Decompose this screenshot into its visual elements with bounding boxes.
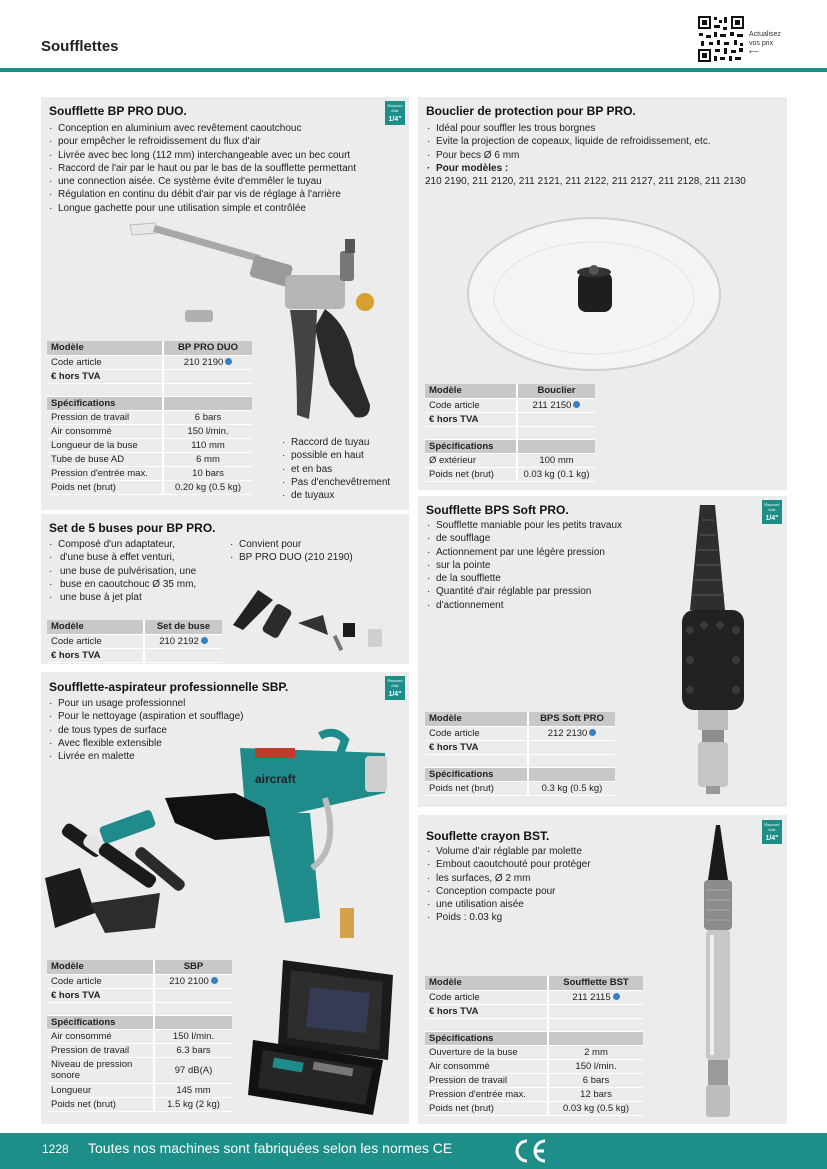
- feature-list: · Soufflette maniable pour les petits travaux · de soufflage · Actionnement par une légère pression · sur la pointe · de la soufflette · Quantité d'air réglable par pression · d'actionnement: [425, 519, 670, 612]
- shield-image: [466, 212, 726, 377]
- page-number: 1228: [42, 1142, 69, 1156]
- air-connector-badge: Raccord d'air 1/4": [762, 820, 782, 844]
- product-title: Bouclier de protection pour BP PRO.: [426, 104, 636, 118]
- carry-case-image: [243, 950, 403, 1120]
- product-title: Soufflette BP PRO DUO.: [49, 104, 187, 118]
- air-connector-badge: Raccord d'air 1/4": [385, 676, 405, 700]
- side-notes: · Raccord de tuyau · possible en haut · et en bas · Pas d'enchevêtrement · de tuyaux: [280, 436, 408, 502]
- product-title: Soufflette BPS Soft PRO.: [426, 503, 569, 517]
- spec-table: Modèle Bouclier Code article 211 2150 € hors TVA Spécifications Ø extérieur 100 mm Poids net (brut) 0.03 kg (0.1 kg): [425, 384, 595, 482]
- feature-list: · Pour un usage professionnel · Pour le nettoyage (aspiration et soufflage) · de tous types de surface · Avec flexible extensible · Livrée en malette: [47, 697, 287, 763]
- spec-table: Modèle SBP Code article 210 2100 € hors TVA Spécifications Air consommé 150 l/min. Pression de travail 6.3 bars Niveau de pression sonore 97 dB(A) Longueur 145 mm Poids net (brut) 1.5 kg (2 kg): [47, 960, 232, 1112]
- feature-list: · Volume d'air réglable par molette · Embout caoutchouté pour protéger · les surfaces, Ø 2 mm · Conception compacte pour · une utilisation aisée · Poids : 0.03 kg: [425, 845, 670, 925]
- header-bar: [0, 68, 827, 72]
- nozzles-image: [228, 585, 393, 655]
- air-connector-badge: Raccord d'air 1/4": [762, 500, 782, 524]
- footer-text: Toutes nos machines sont fabriquées selon les normes CE: [88, 1140, 453, 1156]
- bst-pen-image: [688, 820, 748, 1122]
- product-title: Souflette crayon BST.: [426, 829, 550, 843]
- sbp-gun-image: [40, 728, 410, 948]
- air-connector-badge: Raccord d'air 1/4": [385, 101, 405, 125]
- compat-note: · Convient pour · BP PRO DUO (210 2190): [228, 538, 408, 565]
- svg-text:aircraft: aircraft: [255, 772, 296, 786]
- product-title: Set de 5 buses pour BP PRO.: [49, 521, 216, 535]
- spec-table: Modèle BPS Soft PRO Code article 212 2130 € hors TVA Spécifications Poids net (brut) 0.3 kg (0.5 kg): [425, 712, 615, 796]
- ce-mark-icon: [512, 1138, 548, 1164]
- bps-soft-image: [670, 500, 755, 800]
- feature-list: · Conception en aluminium avec revêtement caoutchouc · pour empêcher le refroidissement du flux d'air · Livrée avec bec long (112 mm) interchangeable avec un bec court · Raccord de l'air par le haut ou par le bas de la soufflette permettant · une connection aisée. Ce système évite d'emmêler le tuyau · Régulation en continu du débit d'air par vis de réglage à l'arrière · Longue gachette pour une utilisation simple et contrôlée: [47, 122, 407, 215]
- spec-table: Modèle BP PRO DUO Code article 210 2190 € hors TVA Spécifications Pression de travail 6 bars Air consommé 150 l/min. Longueur de la buse 110 mm Tube de buse AD 6 mm Pression d'entrée max. 10 bars Poids net (brut) 0.20 kg (0.5 kg): [47, 341, 252, 495]
- spec-table: Modèle Soufflette BST Code article 211 2115 € hors TVA Spécifications Ouverture de la buse 2 mm Air consommé 150 l/min. Pression de travail 6 bars Pression d'entrée max. 12 bars Poids net (brut) 0.03 kg (0.5 kg): [425, 976, 643, 1116]
- feature-list: · Idéal pour souffler les trous borgnes · Evite la projection de copeaux, liquide de refroidissement, etc. · Pour becs Ø 6 mm · Pour modèles : · 210 2190, 211 2120, 211 2121, 211 2122, 211 2127, 211 2128, 211 2130: [425, 122, 785, 188]
- spec-table: Modèle Set de buse Code article 210 2192 € hors TVA: [47, 620, 222, 663]
- product-title: Soufflette-aspirateur professionnelle SBP.: [49, 680, 289, 694]
- feature-list: · Composé d'un adaptateur, · d'une buse à effet venturi, · une buse de pulvérisation, une · buse en caoutchouc Ø 35 mm, · une buse à jet plat: [47, 538, 232, 604]
- page-title: Soufflettes: [41, 38, 119, 55]
- qr-caption: Actualisez vos prix ⟵: [749, 31, 781, 56]
- qr-code-icon[interactable]: [697, 15, 745, 63]
